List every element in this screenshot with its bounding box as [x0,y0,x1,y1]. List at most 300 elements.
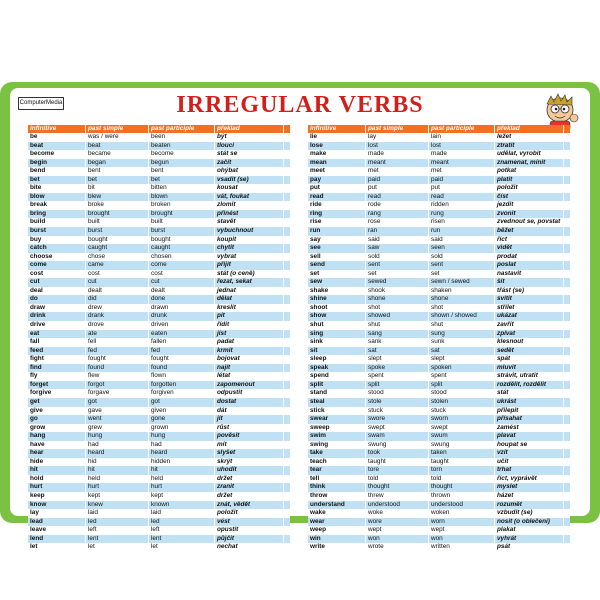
past-participle-cell: understood [429,501,495,510]
table-row [308,509,570,518]
translation-cell: stát (o ceně) [215,270,284,279]
translation-cell: říct [495,236,564,245]
table-row [28,475,290,484]
past-participle-cell: slept [429,355,495,364]
translation-cell: přinést [215,210,284,219]
past-simple-cell: lay [366,133,429,142]
translation-cell: nechat [215,543,284,552]
infinitive-cell: know [28,501,86,510]
past-simple-cell: kept [86,492,149,501]
translation-cell: ukázat [495,312,564,321]
table-row [308,236,570,245]
translation-cell: znamenat, mínit [495,159,564,168]
past-simple-cell: grew [86,424,149,433]
table-row [28,466,290,475]
infinitive-cell: eat [28,330,86,339]
table-row [28,501,290,510]
infinitive-cell: draw [28,304,86,313]
translation-cell: jít [215,415,284,424]
past-participle-cell: shaken [429,287,495,296]
table-row [28,218,290,227]
past-simple-cell: lent [86,535,149,544]
translation-cell: zapomenout [215,381,284,390]
past-participle-cell: chosen [149,253,215,262]
table-row [308,159,570,168]
translation-cell: platit [495,176,564,185]
past-participle-cell: left [149,526,215,535]
translation-cell: pít [215,312,284,321]
infinitive-cell: swing [308,441,366,450]
past-simple-cell: slept [366,355,429,364]
infinitive-cell: pay [308,176,366,185]
past-simple-cell: built [86,218,149,227]
past-participle-cell: taught [429,458,495,467]
header-past-participle: past participle [149,125,215,133]
past-simple-cell: drew [86,304,149,313]
past-participle-cell: thrown [429,492,495,501]
table-row [308,364,570,373]
past-simple-cell: ran [366,227,429,236]
past-participle-cell: split [429,381,495,390]
past-participle-cell: shown / showed [429,312,495,321]
past-participle-cell: bent [149,167,215,176]
translation-cell: jednat [215,287,284,296]
past-participle-cell: had [149,441,215,450]
past-participle-cell: cost [149,270,215,279]
past-simple-cell: paid [366,176,429,185]
infinitive-cell: do [28,295,86,304]
translation-cell: strávit, utratit [495,372,564,381]
infinitive-cell: forgive [28,389,86,398]
past-simple-cell: hurt [86,483,149,492]
translation-cell: vzít [495,449,564,458]
translation-cell: nosit (o oblečení) [495,518,564,527]
past-participle-cell: forgiven [149,389,215,398]
table-row [308,407,570,416]
table-row [28,193,290,202]
past-simple-cell: saw [366,244,429,253]
infinitive-cell: drink [28,312,86,321]
past-simple-cell: wept [366,526,429,535]
past-participle-cell: known [149,501,215,510]
past-simple-cell: went [86,415,149,424]
table-row [28,176,290,185]
table-row [28,347,290,356]
past-simple-cell: sold [366,253,429,262]
past-simple-cell: brought [86,210,149,219]
table-row [28,407,290,416]
past-participle-cell: done [149,295,215,304]
past-simple-cell: met [366,167,429,176]
table-row [28,159,290,168]
past-participle-cell: cut [149,278,215,287]
infinitive-cell: sleep [308,355,366,364]
translation-cell: zvonit [495,210,564,219]
infinitive-cell: hang [28,432,86,441]
past-participle-cell: made [429,150,495,159]
infinitive-cell: sell [308,253,366,262]
infinitive-cell: beat [28,142,86,151]
past-participle-cell: risen [429,218,495,227]
translation-cell: udělat, vyrobit [495,150,564,159]
infinitive-cell: swim [308,432,366,441]
translation-cell: vsadit (se) [215,176,284,185]
infinitive-cell: teach [308,458,366,467]
translation-cell: houpat se [495,441,564,450]
table-header [28,125,290,133]
past-simple-cell: tore [366,466,429,475]
past-participle-cell: come [149,261,215,270]
table-row [28,432,290,441]
past-participle-cell: fallen [149,338,215,347]
translation-cell: řídit [215,321,284,330]
translation-cell: řezat, sekat [215,278,284,287]
past-simple-cell: set [366,270,429,279]
translation-cell: ohýbat [215,167,284,176]
past-simple-cell: laid [86,509,149,518]
past-simple-cell: ate [86,330,149,339]
infinitive-cell: shake [308,287,366,296]
table-row [308,355,570,364]
past-participle-cell: shone [429,295,495,304]
table-row [308,543,570,552]
past-participle-cell: sold [429,253,495,262]
translation-cell: dát [215,407,284,416]
infinitive-cell: fly [28,372,86,381]
table-row [28,441,290,450]
table-row [28,389,290,398]
infinitive-cell: begin [28,159,86,168]
table-row [28,184,290,193]
translation-cell: ukrást [495,398,564,407]
past-simple-cell: got [86,398,149,407]
translation-cell: číst [495,193,564,202]
translation-cell: držet [215,492,284,501]
past-participle-cell: spoken [429,364,495,373]
table-row [308,347,570,356]
infinitive-cell: buy [28,236,86,245]
past-participle-cell: said [429,236,495,245]
past-simple-cell: swore [366,415,429,424]
past-participle-cell: swum [429,432,495,441]
past-participle-cell: grown [149,424,215,433]
infinitive-cell: ride [308,201,366,210]
past-simple-cell: cut [86,278,149,287]
infinitive-cell: keep [28,492,86,501]
infinitive-cell: understand [308,501,366,510]
page-title: IRREGULAR VERBS [176,92,424,118]
past-participle-cell: swept [429,424,495,433]
infinitive-cell: read [308,193,366,202]
table-row [308,193,570,202]
past-participle-cell: dealt [149,287,215,296]
past-simple-cell: lost [366,142,429,151]
past-participle-cell: drunk [149,312,215,321]
past-simple-cell: left [86,526,149,535]
past-simple-cell: told [366,475,429,484]
past-participle-cell: led [149,518,215,527]
past-participle-cell: flown [149,372,215,381]
translation-cell: zranit [215,483,284,492]
table-row [28,261,290,270]
translation-cell: krmit [215,347,284,356]
past-simple-cell: became [86,150,149,159]
table-row [28,244,290,253]
past-simple-cell: began [86,159,149,168]
translation-cell: běžet [495,227,564,236]
translation-cell: položit [215,509,284,518]
past-simple-cell: sat [366,347,429,356]
infinitive-cell: fight [28,355,86,364]
infinitive-cell: become [28,150,86,159]
infinitive-cell: put [308,184,366,193]
translation-cell: půjčit [215,535,284,544]
past-participle-cell: put [429,184,495,193]
past-participle-cell: burst [149,227,215,236]
past-participle-cell: brought [149,210,215,219]
past-simple-cell: swung [366,441,429,450]
verbs-table-right [308,125,570,552]
translation-cell: slyšet [215,449,284,458]
table-row [308,227,570,236]
past-simple-cell: said [366,236,429,245]
translation-cell: držet [215,475,284,484]
infinitive-cell: go [28,415,86,424]
translation-cell: létat [215,372,284,381]
table-row [308,142,570,151]
past-participle-cell: bought [149,236,215,245]
infinitive-cell: mean [308,159,366,168]
publisher-logo: ComputerMedia [18,97,64,110]
past-participle-cell: meant [429,159,495,168]
infinitive-cell: tell [308,475,366,484]
table-row [308,535,570,544]
past-simple-cell: spoke [366,364,429,373]
translation-cell: ztratit [495,142,564,151]
past-participle-cell: lent [149,535,215,544]
infinitive-cell: hold [28,475,86,484]
past-simple-cell: shook [366,287,429,296]
table-row [308,526,570,535]
translation-cell: poslat [495,261,564,270]
translation-cell: tlouci [215,142,284,151]
infinitive-cell: spend [308,372,366,381]
past-participle-cell: lain [429,133,495,142]
translation-cell: růst [215,424,284,433]
past-participle-cell: eaten [149,330,215,339]
past-simple-cell: sang [366,330,429,339]
past-simple-cell: put [366,184,429,193]
table-row [308,167,570,176]
past-simple-cell: sent [366,261,429,270]
table-row [308,338,570,347]
translation-cell: trhat [495,466,564,475]
verbs-table-left [28,125,290,552]
past-simple-cell: held [86,475,149,484]
infinitive-cell: steal [308,398,366,407]
infinitive-cell: wake [308,509,366,518]
past-participle-cell: sat [429,347,495,356]
past-simple-cell: was / were [86,133,149,142]
table-row [28,338,290,347]
translation-cell: mít [215,441,284,450]
past-participle-cell: read [429,193,495,202]
translation-cell: stát [495,389,564,398]
past-participle-cell: set [429,270,495,279]
header-past-simple: past simple [366,125,429,133]
translation-cell: koupit [215,236,284,245]
infinitive-cell: bend [28,167,86,176]
past-participle-cell: paid [429,176,495,185]
past-simple-cell: hit [86,466,149,475]
translation-cell: odpustit [215,389,284,398]
infinitive-cell: sink [308,338,366,347]
past-participle-cell: bitten [149,184,215,193]
past-simple-cell: stuck [366,407,429,416]
translation-cell: dělat [215,295,284,304]
past-participle-cell: fed [149,347,215,356]
past-simple-cell: came [86,261,149,270]
table-row [308,415,570,424]
translation-cell: přilepit [495,407,564,416]
translation-cell: bojovat [215,355,284,364]
translation-cell: opustit [215,526,284,535]
past-simple-cell: stood [366,389,429,398]
past-simple-cell: shone [366,295,429,304]
infinitive-cell: tear [308,466,366,475]
past-simple-cell: fed [86,347,149,356]
past-simple-cell: gave [86,407,149,416]
past-simple-cell: swam [366,432,429,441]
infinitive-cell: wear [308,518,366,527]
table-row [28,287,290,296]
translation-cell: dostat [215,398,284,407]
past-simple-cell: drove [86,321,149,330]
translation-cell: střílet [495,304,564,313]
infinitive-cell: send [308,261,366,270]
table-row [28,398,290,407]
table-row [28,372,290,381]
infinitive-cell: sit [308,347,366,356]
past-participle-cell: stood [429,389,495,398]
table-row [28,321,290,330]
translation-cell: pověsit [215,432,284,441]
past-simple-cell: wrote [366,543,429,552]
past-simple-cell: flew [86,372,149,381]
infinitive-cell: lay [28,509,86,518]
table-row [308,261,570,270]
table-row [308,304,570,313]
infinitive-cell: split [308,381,366,390]
translation-cell: vát, foukat [215,193,284,202]
translation-cell: mluvit [495,364,564,373]
table-row [28,167,290,176]
table-row [308,278,570,287]
past-simple-cell: meant [366,159,429,168]
translation-cell: vést [215,518,284,527]
table-row [308,210,570,219]
past-participle-cell: begun [149,159,215,168]
past-simple-cell: bought [86,236,149,245]
infinitive-cell: swear [308,415,366,424]
infinitive-cell: hear [28,449,86,458]
table-row [308,424,570,433]
past-simple-cell: took [366,449,429,458]
table-row [28,415,290,424]
past-simple-cell: bit [86,184,149,193]
past-simple-cell: forgave [86,389,149,398]
translation-cell: skrýt [215,458,284,467]
past-simple-cell: made [366,150,429,159]
table-row [28,355,290,364]
past-participle-cell: seen [429,244,495,253]
past-simple-cell: beat [86,142,149,151]
past-participle-cell: laid [149,509,215,518]
past-participle-cell: hidden [149,458,215,467]
infinitive-cell: bite [28,184,86,193]
translation-cell: třást (se) [495,287,564,296]
translation-cell: rozdělit, rozdělit [495,381,564,390]
table-row [308,321,570,330]
past-simple-cell: bet [86,176,149,185]
infinitive-cell: hit [28,466,86,475]
translation-cell: stavět [215,218,284,227]
translation-cell: nastavit [495,270,564,279]
infinitive-cell: set [308,270,366,279]
table-row [28,509,290,518]
translation-cell: svítit [495,295,564,304]
past-participle-cell: stuck [429,407,495,416]
translation-cell: zvednout se, povstat [495,218,564,227]
past-participle-cell: shut [429,321,495,330]
past-simple-cell: caught [86,244,149,253]
table-row [28,449,290,458]
infinitive-cell: choose [28,253,86,262]
past-participle-cell: kept [149,492,215,501]
table-row [308,270,570,279]
past-participle-cell: sent [429,261,495,270]
table-row [308,312,570,321]
table-row [308,201,570,210]
past-simple-cell: had [86,441,149,450]
translation-cell: jíst [215,330,284,339]
translation-cell: zavřít [495,321,564,330]
past-participle-cell: run [429,227,495,236]
past-participle-cell: driven [149,321,215,330]
past-simple-cell: knew [86,501,149,510]
past-simple-cell: bent [86,167,149,176]
header-past-simple: past simple [86,125,149,133]
infinitive-cell: show [308,312,366,321]
infinitive-cell: shoot [308,304,366,313]
past-simple-cell: hid [86,458,149,467]
infinitive-cell: stick [308,407,366,416]
past-simple-cell: led [86,518,149,527]
past-simple-cell: hung [86,432,149,441]
past-simple-cell: found [86,364,149,373]
translation-cell: kousat [215,184,284,193]
past-participle-cell: found [149,364,215,373]
infinitive-cell: see [308,244,366,253]
translation-cell: plavat [495,432,564,441]
table-row [308,432,570,441]
translation-cell: uhodit [215,466,284,475]
table-row [28,295,290,304]
past-participle-cell: fought [149,355,215,364]
header-translation: překlad [215,125,284,133]
past-simple-cell: sewed [366,278,429,287]
past-simple-cell: cost [86,270,149,279]
